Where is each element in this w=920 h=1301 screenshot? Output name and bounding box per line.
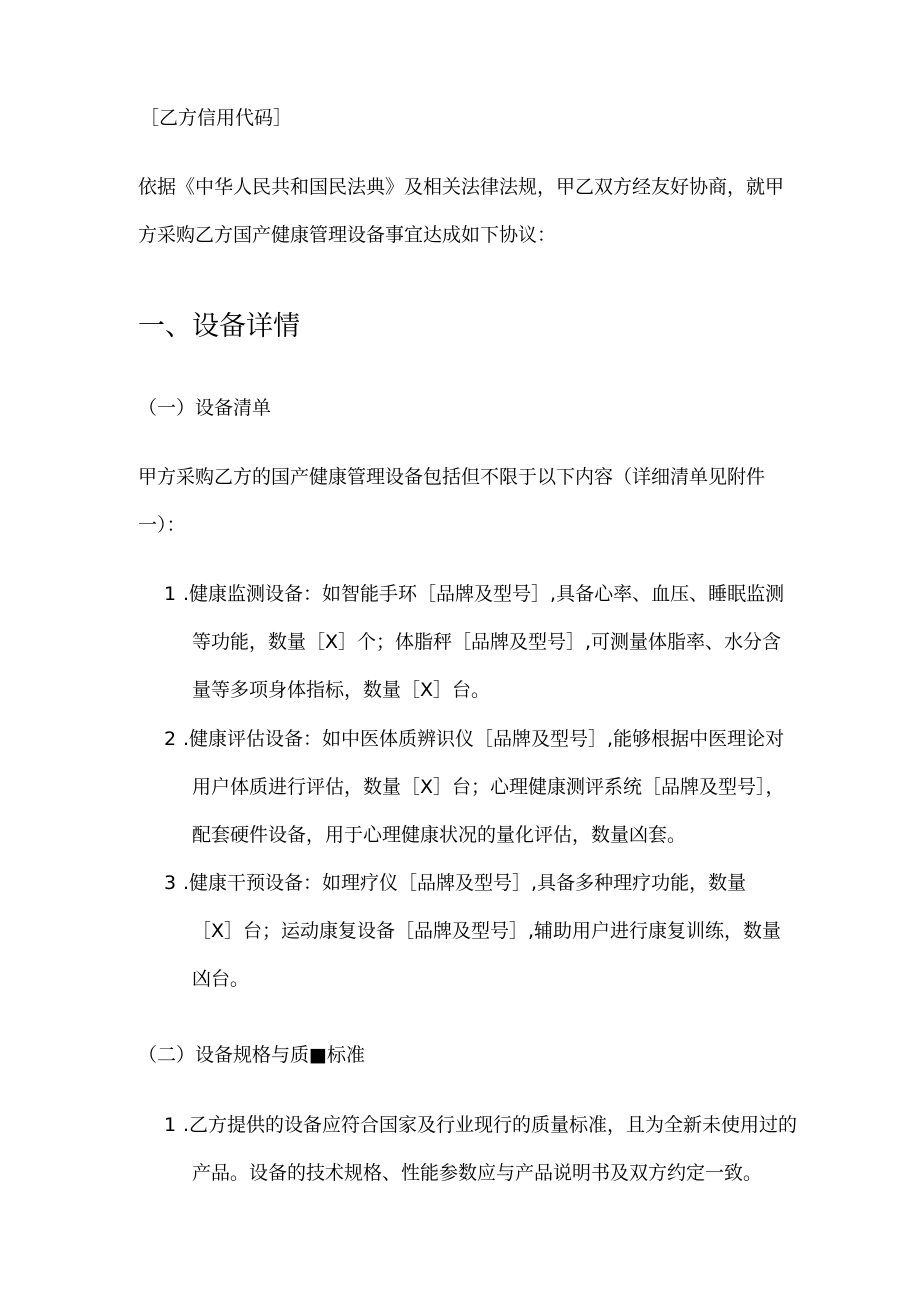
list-item-number: 1 bbox=[164, 1114, 177, 1136]
list-item-1-line-3: 量等多项身体指标，数量［X］台。 bbox=[192, 679, 491, 701]
preamble-line-1: 依据《中华人民共和国民法典》及相关法律法规，甲乙双方经友好协商，就甲 bbox=[138, 176, 785, 198]
section-heading-equipment-details: 一、设备详情 bbox=[138, 311, 300, 342]
subsection-heading-equipment-list: （一）设备清单 bbox=[138, 397, 272, 419]
spec-item-1-line-2: 产品。设备的技术规格、性能参数应与产品说明书及双方约定一致。 bbox=[192, 1162, 763, 1184]
list-item-1-line-2: 等功能，数量［X］个；体脂秤［品牌及型号］,可测量体脂率、水分含 bbox=[192, 631, 782, 653]
list-item-number: 1 bbox=[164, 583, 177, 605]
equipment-list-intro-line-1: 甲方采购乙方的国产健康管理设备包括但不限于以下内容（详细清单见附件 bbox=[138, 466, 766, 488]
list-item-1-line-1: .健康监测设备：如智能手环［品牌及型号］,具备心率、血压、睡眠监测 bbox=[183, 583, 785, 605]
list-item-2-line-3: 配套硬件设备，用于心理健康状况的量化评估，数量凶套。 bbox=[192, 824, 687, 846]
list-item-number: 2 bbox=[164, 728, 177, 750]
list-item-2-line-2: 用户体质进行评估，数量［X］台；心理健康测评系统［品牌及型号］， bbox=[192, 776, 785, 798]
party-b-credit-code: ［乙方信用代码］ bbox=[140, 107, 293, 129]
equipment-list-intro-line-2: 一）： bbox=[138, 514, 186, 536]
list-item-number: 3 bbox=[164, 872, 177, 894]
list-item-3-line-2: ［X］台；运动康复设备［品牌及型号］,辅助用户进行康复训练，数量 bbox=[192, 920, 782, 942]
preamble-line-2: 方采购乙方国产健康管理设备事宜达成如下协议： bbox=[138, 224, 557, 246]
subsection-heading-specs-quality: （二）设备规格与质■标准 bbox=[138, 1044, 365, 1066]
spec-item-1-line-1: .乙方提供的设备应符合国家及行业现行的质量标准，且为全新未使用过的 bbox=[183, 1114, 798, 1136]
list-item-3-line-3: 凶台。 bbox=[192, 968, 250, 990]
list-item-2-line-1: .健康评估设备：如中医体质辨识仪［品牌及型号］,能够根据中医理论对 bbox=[183, 728, 785, 750]
list-item-3-line-1: .健康干预设备：如理疗仪［品牌及型号］,具备多种理疗功能，数量 bbox=[183, 872, 747, 894]
